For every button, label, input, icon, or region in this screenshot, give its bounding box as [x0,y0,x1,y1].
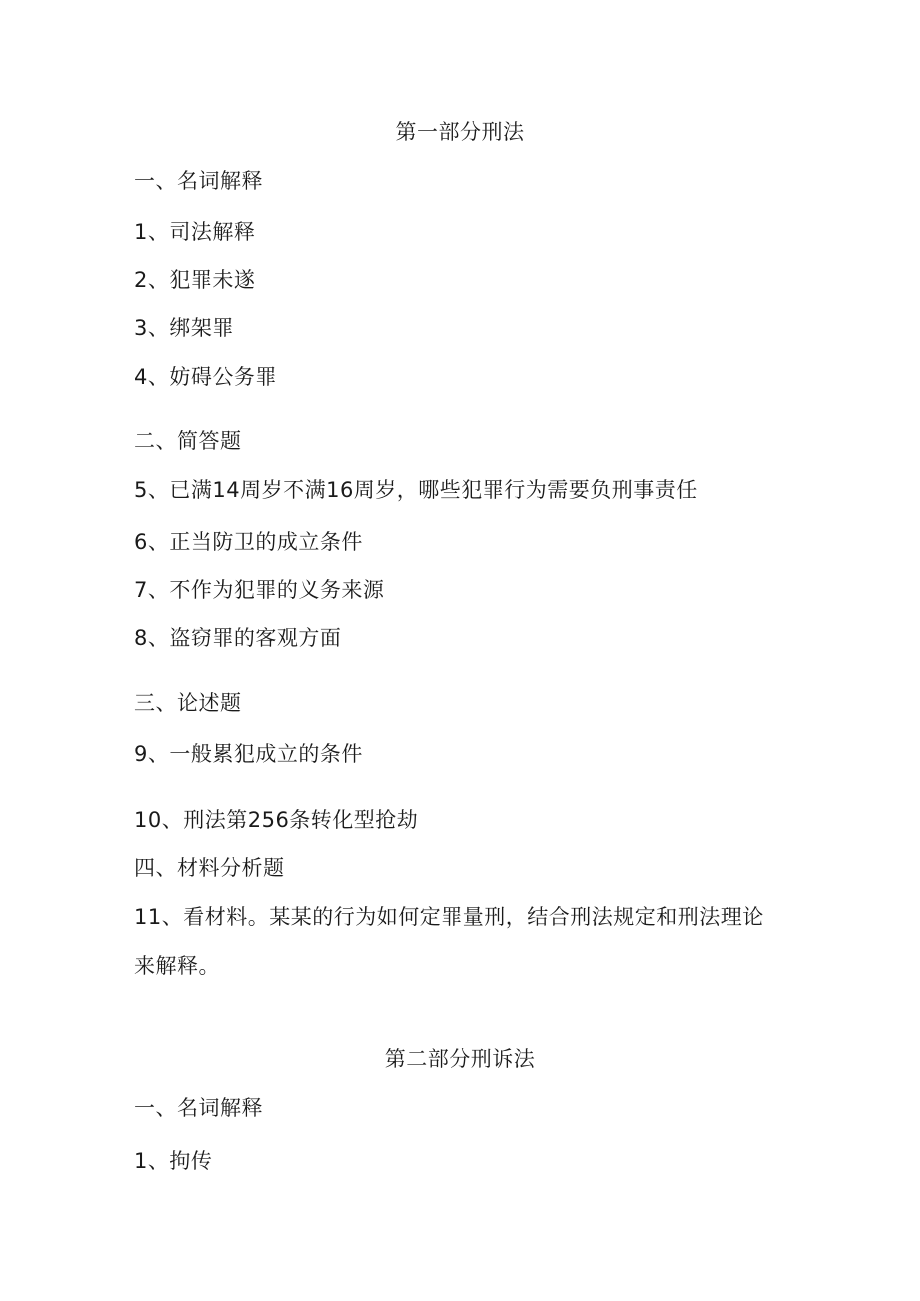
part1-section2-item-6: 6、正当防卫的成立条件 [134,530,363,554]
part1-section1-item-1: 1、司法解释 [134,220,256,244]
part1-section2-item-5: 5、已满14周岁不满16周岁，哪些犯罪行为需要负刑事责任 [134,478,698,502]
part1-section1-heading: 一、名词解释 [134,169,263,193]
part1-section1-item-4: 4、妨碍公务罪 [134,365,277,389]
part1-section3-item-9: 9、一般累犯成立的条件 [134,742,363,766]
part1-section2-item-7: 7、不作为犯罪的义务来源 [134,578,385,602]
part1-section1-item-2: 2、犯罪未遂 [134,268,256,292]
part1-section4-item-11-line2: 来解释。 [134,954,220,978]
part1-section4-heading: 四、材料分析题 [134,856,285,880]
part2-section1-heading: 一、名词解释 [134,1096,263,1120]
part1-section3-item-10: 10、刑法第256条转化型抢劫 [134,808,419,832]
part1-section2-item-8: 8、盗窃罪的客观方面 [134,626,342,650]
part1-section2-heading: 二、简答题 [134,429,242,453]
part2-title: 第二部分刑诉法 [384,1047,536,1071]
part1-section1-item-3: 3、绑架罪 [134,316,234,340]
part1-title: 第一部分刑法 [395,120,525,144]
part1-section4-item-11-line1: 11、看材料。某某的行为如何定罪量刑，结合刑法规定和刑法理论 [134,905,764,929]
part2-section1-item-1: 1、拘传 [134,1149,213,1173]
part1-section3-heading: 三、论述题 [134,691,242,715]
